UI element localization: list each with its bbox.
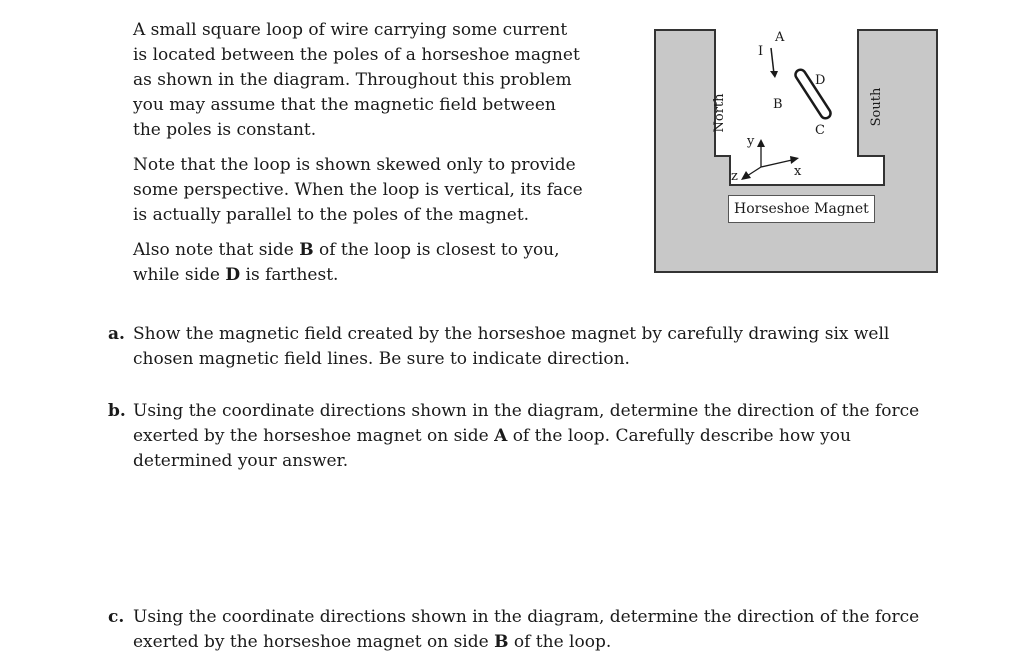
side-b-label: B: [773, 97, 783, 112]
question-c-label: c.: [108, 607, 125, 627]
question-b-side: A: [494, 426, 508, 446]
question-b-prefix: Using the coordinate directions shown in the diagram, determine the direction of the force exerted by the horseshoe magnet on side: [133, 401, 920, 446]
horseshoe-magnet-diagram: [654, 29, 939, 274]
side-a-label: A: [775, 30, 785, 45]
side-d-label: D: [815, 73, 826, 88]
intro-paragraph-3: [133, 238, 583, 288]
problem-intro: [133, 18, 583, 288]
question-b: [108, 399, 928, 474]
x-axis-arrowhead: [790, 156, 799, 164]
x-axis-line: [761, 160, 792, 167]
z-axis-arrowhead: [741, 171, 751, 180]
current-arrow: [771, 48, 774, 74]
magnet-body: [655, 30, 937, 272]
question-c-suffix: of the loop.: [508, 632, 612, 652]
question-a-text: Show the magnetic field created by the horseshoe magnet by carefully drawing six well chosen magnetic field lines. Be sure to indicate direction.: [133, 324, 890, 369]
question-a: [108, 322, 928, 372]
intro-p3-suffix: is farthest.: [240, 265, 339, 285]
current-arrowhead: [770, 71, 778, 78]
intro-paragraph-1: A small square loop of wire carrying some current is located between the poles of a horseshoe magnet as shown in the diagram. Throughout this problem you may assume that the magnetic field between the poles is constant.: [133, 20, 580, 140]
question-b-suffix: of the loop. Carefully describe how you determined your answer.: [133, 426, 851, 471]
intro-paragraph-2: Note that the loop is shown skewed only to provide some perspective. When the loop is vertical, its face is actually parallel to the poles of the magnet.: [133, 155, 583, 225]
loop-outline: [794, 68, 833, 120]
z-axis-line: [747, 167, 761, 176]
axis-x-label: x: [794, 164, 802, 179]
y-axis-arrowhead: [757, 139, 765, 147]
intro-p3-mid: of the loop is closest to you, while side: [133, 240, 560, 285]
current-label: I: [758, 44, 764, 59]
question-c-side: B: [494, 632, 509, 652]
intro-side-d: D: [225, 265, 241, 285]
question-b-label: b.: [108, 401, 126, 421]
side-c-label: C: [815, 123, 825, 138]
question-c-prefix: Using the coordinate directions shown in the diagram, determine the direction of the force exerted by the horseshoe magnet on side: [133, 607, 920, 652]
axis-y-label: y: [747, 134, 755, 149]
north-pole-label: North: [712, 93, 727, 133]
question-c-text: [133, 605, 928, 655]
question-b-text: [133, 399, 928, 474]
intro-side-b: B: [299, 240, 314, 260]
axis-z-label: z: [731, 169, 738, 184]
question-a-label: a.: [108, 324, 125, 344]
magnet-figure: [654, 29, 939, 274]
intro-p3-prefix: Also note that side: [133, 240, 300, 260]
south-pole-label: South: [869, 87, 884, 127]
diagram-caption: Horseshoe Magnet: [728, 195, 875, 223]
question-c: [108, 605, 928, 655]
